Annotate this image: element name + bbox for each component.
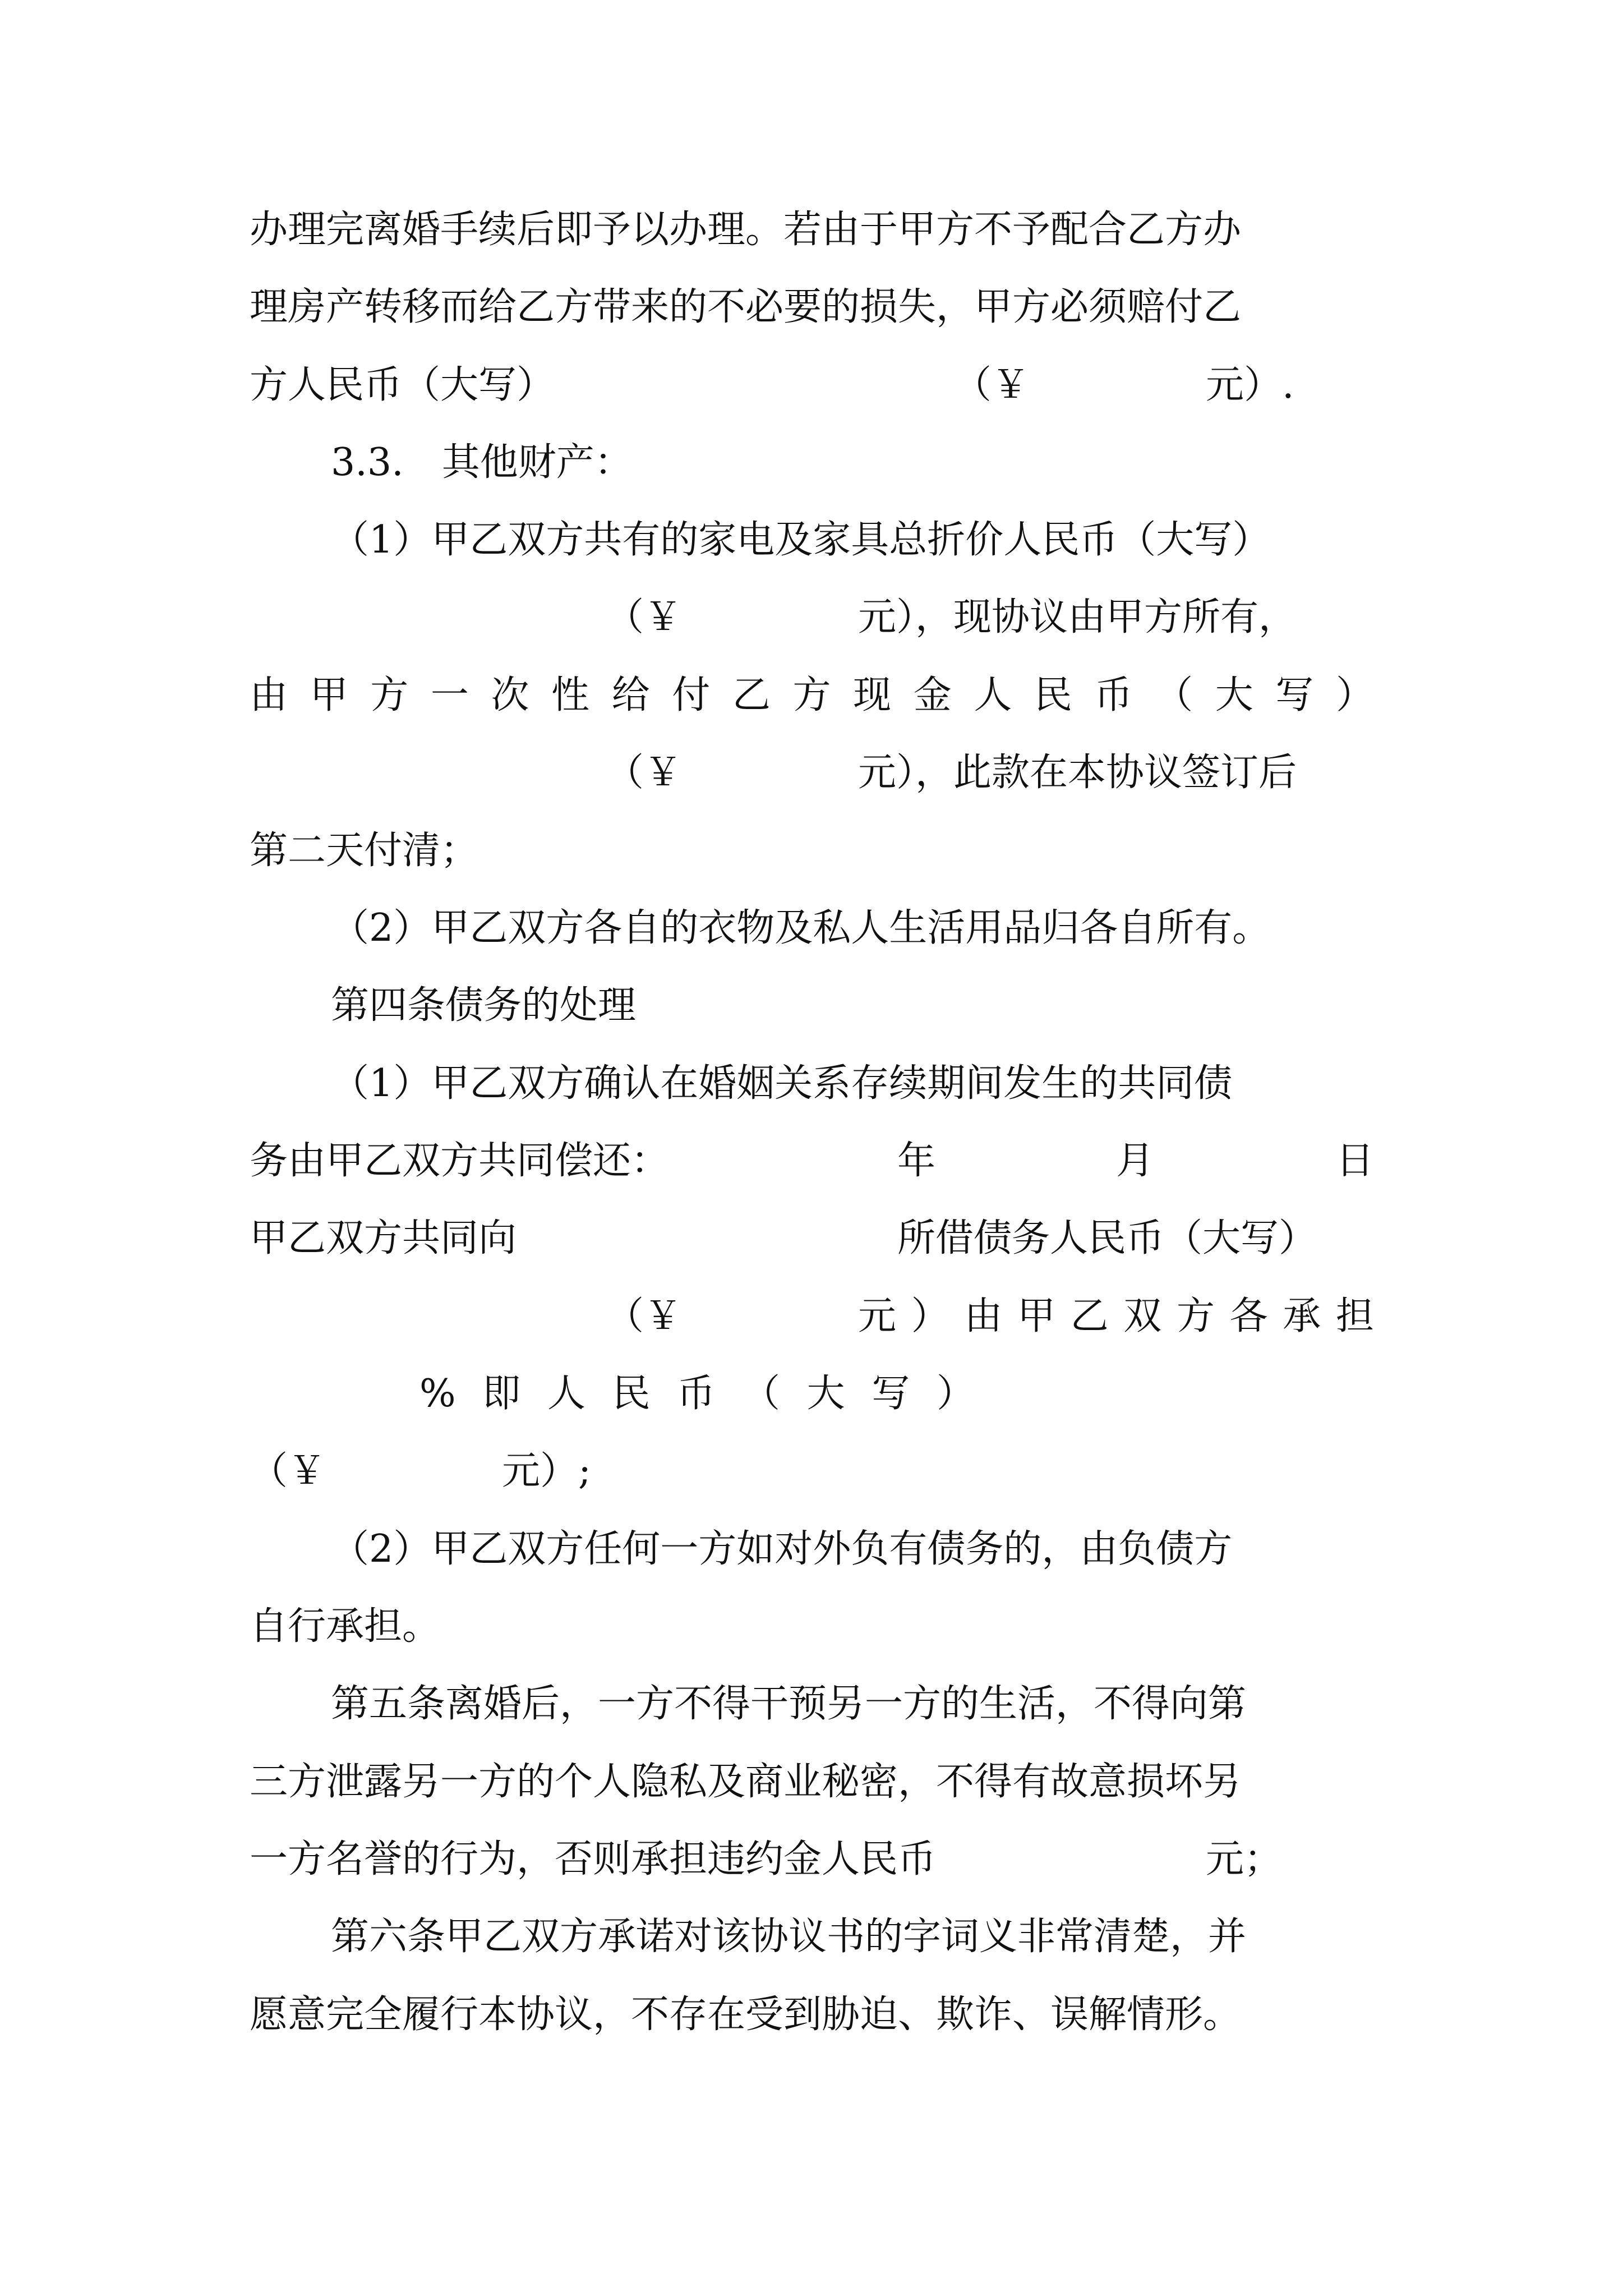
text-line-3-yuan-close: 元）. (1206, 363, 1294, 407)
char: 承 (1283, 1294, 1321, 1338)
char: 乙 (732, 673, 771, 717)
char: 大 (1215, 673, 1253, 717)
text-line-15-justified (858, 1291, 1374, 1342)
text-line-17-yuan-open: （￥ (250, 1449, 326, 1493)
text-line-18: （2）甲乙双方任何一方如对外负有债务的，由负债方 (331, 1527, 1233, 1571)
char: 担 (1335, 1294, 1374, 1338)
text-line-13-day: 日 (1336, 1139, 1375, 1183)
char: 写 (1275, 673, 1314, 717)
article-6-line-1: 第六条甲乙双方承诺对该协议书的字词义非常清楚，并 (331, 1915, 1247, 1959)
char: 即 (482, 1372, 521, 1416)
char: 民 (1034, 673, 1072, 717)
text-line-9: 第二天付清； (250, 829, 479, 873)
char: 付 (672, 673, 711, 717)
char: 次 (491, 673, 529, 717)
char: 大 (806, 1372, 845, 1416)
article-6-line-2: 愿意完全履行本协议，不存在受到胁迫、欺诈、误解情形。 (250, 1993, 1242, 2037)
article-5-line-3-label: 一方名誉的行为，否则承担违约金人民币 (250, 1837, 937, 1881)
section-3-3-heading: 3.3. 其他财产： (331, 440, 633, 485)
text-line-6-yuan-open: （￥ (606, 595, 683, 639)
char: ） (911, 1294, 949, 1338)
text-line-10: （2）甲乙双方各自的衣物及私人生活用品归各自所有。 (331, 906, 1271, 950)
text-line-13-month: 月 (1116, 1139, 1155, 1183)
text-line-14-label: 甲乙双方共同向 (250, 1216, 517, 1260)
char: 方 (792, 673, 831, 717)
char: （ (1155, 673, 1193, 717)
article-5-line-3-yuan: 元； (1206, 1837, 1283, 1881)
text-line-14-rest: 所借债务人民币（大写） (897, 1216, 1317, 1260)
text-line-17-yuan-close: 元）; (502, 1449, 591, 1493)
text-line-19: 自行承担。 (250, 1604, 441, 1649)
text-line-1: 办理完离婚手续后即予以办理。若由于甲方不予配合乙方办 (250, 208, 1242, 252)
text-line-16-justified (419, 1369, 975, 1419)
char: 元 (858, 1294, 897, 1338)
article-5-line-2: 三方泄露另一方的个人隐私及商业秘密，不得有故意损坏另 (250, 1760, 1242, 1804)
text-line-8-yuan-open: （￥ (606, 751, 683, 795)
text-line-12: （1）甲乙双方确认在婚姻关系存续期间发生的共同债 (331, 1061, 1233, 1106)
article-4-heading: 第四条债务的处理 (331, 983, 637, 1028)
char: （ (741, 1372, 780, 1416)
char: 人 (974, 673, 1012, 717)
char: ） (936, 1372, 975, 1416)
text-line-3-label: 方人民币（大写） (250, 363, 555, 407)
char: 写 (872, 1372, 910, 1416)
text-line-6-rest: 元），现协议由甲方所有， (858, 595, 1297, 639)
char: 方 (370, 673, 409, 717)
char: 币 (1094, 673, 1133, 717)
char: 民 (612, 1372, 651, 1416)
char: 甲 (310, 673, 348, 717)
text-line-15-yuan-open: （￥ (606, 1294, 683, 1338)
text-line-5: （1）甲乙双方共有的家电及家具总折价人民币（大写） (331, 518, 1271, 562)
text-line-2: 理房产转移而给乙方带来的不必要的损失，甲方必须赔付乙 (250, 285, 1242, 329)
char: 金 (913, 673, 952, 717)
char: 一 (430, 673, 469, 717)
char: 甲 (1017, 1294, 1055, 1338)
char: 币 (677, 1372, 716, 1416)
char: 现 (853, 673, 892, 717)
char: 由 (964, 1294, 1003, 1338)
text-line-3-yuan-open: （￥ (953, 363, 1030, 407)
char: 双 (1123, 1294, 1162, 1338)
char: % (419, 1372, 456, 1416)
text-line-13-label: 务由甲乙双方共同偿还： (250, 1139, 670, 1183)
char: 给 (611, 673, 650, 717)
text-line-13-year: 年 (897, 1139, 936, 1183)
char: 由 (250, 673, 288, 717)
article-5-line-1: 第五条离婚后，一方不得干预另一方的生活，不得向第 (331, 1682, 1247, 1726)
text-line-7-justified (250, 670, 1374, 721)
text-line-8-rest: 元），此款在本协议签订后 (858, 751, 1297, 795)
char: 人 (547, 1372, 585, 1416)
char: 方 (1176, 1294, 1215, 1338)
char: 各 (1229, 1294, 1268, 1338)
char: ） (1335, 673, 1374, 717)
char: 性 (551, 673, 590, 717)
char: 乙 (1070, 1294, 1109, 1338)
